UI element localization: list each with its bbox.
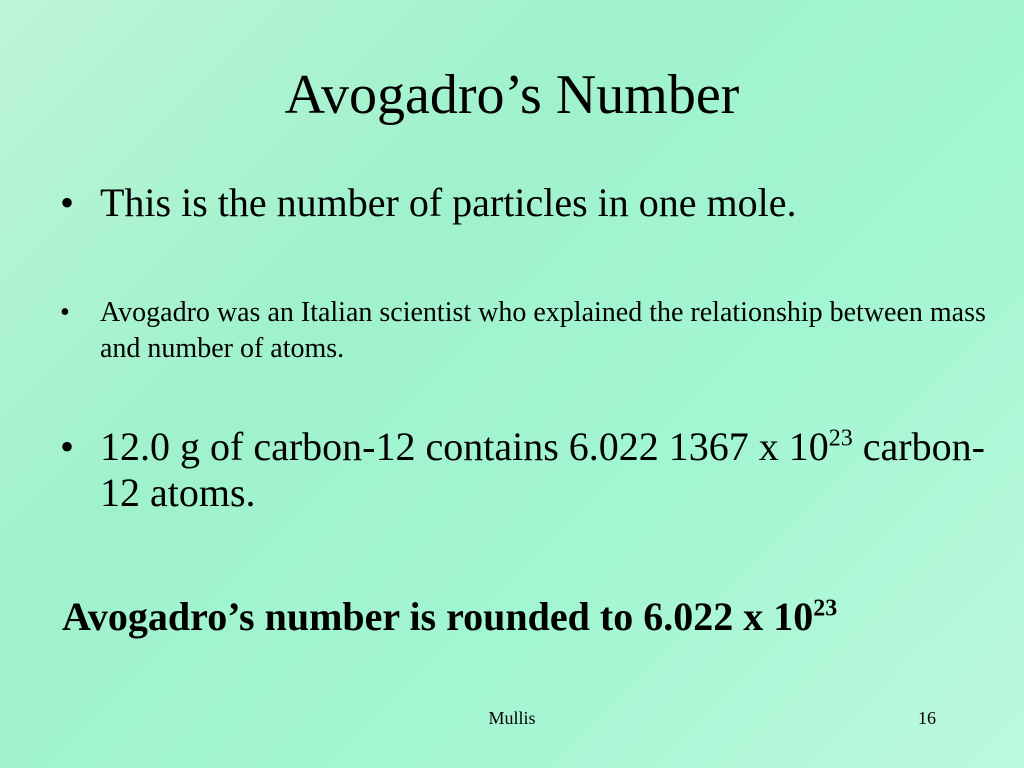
bullet-text: This is the number of particles in one mole. [100, 180, 797, 225]
slide-title: Avogadro’s Number [284, 64, 740, 126]
bullet-item [60, 180, 797, 226]
bullet-item [60, 295, 1000, 367]
statement-text: Avogadro’s number is rounded to 6.022 x 10 [62, 594, 814, 639]
bullet-text [100, 424, 1000, 516]
highlight-statement [62, 592, 837, 642]
footer-author: Mullis [488, 708, 536, 728]
bullet-icon: • [60, 424, 75, 469]
bullet-text-tail: carbon-12 atoms. [100, 424, 985, 515]
exponent: 23 [828, 425, 853, 452]
bullet-text: Avogadro was an Italian scientist who explained the relationship between mass and number of atoms. [100, 297, 986, 364]
bullet-icon: • [60, 297, 70, 328]
bullet-item [60, 424, 1000, 516]
bullet-text-main: 12.0 g of carbon-12 contains 6.022 1367 x 10 [100, 424, 829, 469]
exponent: 23 [813, 595, 838, 622]
page-number: 16 [918, 708, 936, 728]
bullet-icon: • [60, 180, 75, 225]
